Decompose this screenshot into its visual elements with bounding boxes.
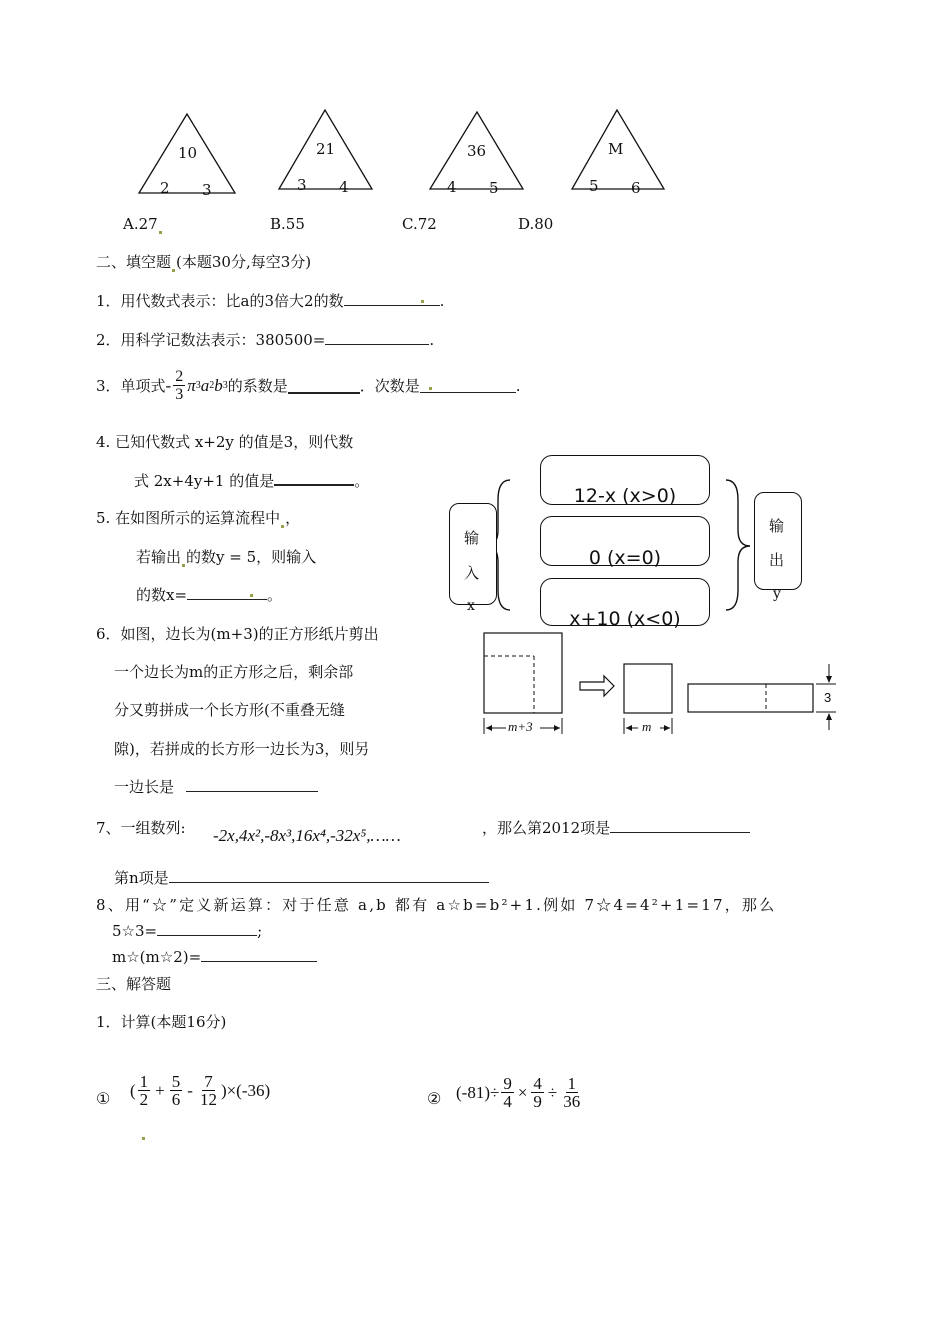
section-3-title: 三、解答题: [96, 975, 172, 993]
question-8-line-3: m☆(m☆2)=: [112, 947, 317, 967]
answer-blank-7a[interactable]: [610, 818, 750, 833]
triangle-4-left: 5: [589, 177, 599, 195]
flow-input-char-2: 入: [464, 564, 480, 582]
section-2-title: 二、填空题 (本题30分,每空3分): [96, 253, 312, 271]
flow-output-var: y: [773, 586, 781, 602]
triangle-2-left: 3: [297, 176, 307, 194]
calc-2-label: ②: [427, 1089, 442, 1108]
answer-blank-4[interactable]: [274, 470, 354, 486]
question-1: 1．用代数式表示：比a的3倍大2的数 .: [96, 292, 445, 310]
triangle-3-left: 4: [447, 178, 457, 196]
triangle-4-right: 6: [631, 179, 641, 197]
choice-d: D.80: [518, 215, 554, 233]
triangle-2-right: 4: [339, 178, 349, 196]
triangle-1-right: 3: [202, 181, 212, 199]
question-7-sequence: -2x,4x²,-8x³,16x⁴,-32x⁵,……: [213, 826, 401, 845]
question-7-line-2: 第n项是: [114, 868, 489, 888]
flow-case-2: 0 (x=0): [588, 547, 662, 569]
fig6-label-big: m+3: [508, 719, 533, 734]
question-4-line-2: 式 2x+4y+1 的值是 。: [134, 472, 370, 490]
calc-title: 1．计算(本题16分): [96, 1013, 227, 1031]
question-6-line-1: 6．如图，边长为(m+3)的正方形纸片剪出: [96, 625, 379, 643]
answer-blank-3b[interactable]: [420, 378, 516, 393]
flow-case-3: x+10 (x<0): [569, 608, 681, 630]
question-5-line-3: 的数x= 。: [136, 586, 283, 604]
monomial: - $\frac{2}{3}$ π 3 a 2 b 3: [165, 368, 228, 403]
triangle-3-right: 5: [489, 179, 499, 197]
square-cut-figure: [478, 630, 848, 742]
question-6-line-3: 分又剪拼成一个长方形(不重叠无缝: [114, 701, 345, 719]
choice-b: B.55: [270, 215, 305, 233]
mark-dot: [142, 1137, 145, 1140]
triangle-3-top: 36: [467, 142, 487, 160]
triangle-figures: [0, 0, 950, 210]
question-6-line-4: 隙)，若拼成的长方形一边长为3，则另: [114, 740, 370, 758]
triangle-2-top: 21: [316, 140, 336, 158]
flow-input-char-1: 输: [464, 529, 480, 547]
flow-output-box: [754, 492, 802, 590]
flow-input-var: x: [467, 598, 475, 614]
question-5-line-1: 5. 在如图所示的运算流程中 ，: [96, 509, 301, 527]
flow-output-char-1: 输: [769, 517, 785, 535]
calc-1-expression: ( $\frac{1}{2}$ + $\frac{5}{6}$ - $\frac{7}{12}$ )×(-36): [130, 1072, 271, 1109]
question-7-mid: ，那么第2012项是: [482, 818, 750, 838]
flow-input-box: [449, 503, 497, 605]
question-7-prefix: 7、一组数列:: [96, 819, 186, 837]
answer-blank-8a[interactable]: [157, 921, 257, 936]
calc-2-expression: (-81)÷ $\frac{9}{4}$ × $\frac{4}{9}$ ÷ $\frac{1}{36}$: [456, 1074, 581, 1111]
answer-blank-3a[interactable]: [288, 378, 360, 394]
question-6-line-5: 一边长是: [114, 777, 318, 797]
answer-blank-5[interactable]: [187, 585, 267, 600]
triangle-1-left: 2: [160, 179, 170, 197]
answer-blank-8b[interactable]: [201, 947, 317, 962]
triangle-4-top: M: [608, 140, 624, 158]
fig6-label-small: m: [642, 719, 652, 734]
question-2: 2．用科学记数法表示：380500= .: [96, 331, 435, 349]
answer-blank-2[interactable]: [325, 330, 429, 345]
flow-case-1: 12-x (x>0): [573, 485, 677, 507]
flow-output-char-2: 出: [769, 551, 785, 569]
question-5-line-2: 若输出 的数y = 5，则输入: [136, 548, 317, 566]
question-8-line-2: 5☆3= ;: [112, 922, 263, 940]
calc-1-label: ①: [96, 1089, 111, 1108]
question-4-line-1: 4. 已知代数式 x+2y 的值是3，则代数: [96, 433, 354, 451]
question-3: 3．单项式 - $\frac{2}{3}$ π 3 a 2 b 3 的系数是 ．次数是 .: [96, 368, 521, 403]
answer-blank-6[interactable]: [186, 777, 318, 792]
choice-c: C.72: [402, 215, 437, 233]
fig6-label-side: 3: [824, 690, 832, 705]
question-8-line-1: 8、用“☆”定义新运算：对于任意 a,b 都有 a☆b=b²+1.例如 7☆4=4²+1=17，那么: [96, 896, 777, 914]
answer-blank-1[interactable]: [344, 291, 440, 306]
question-6-line-2: 一个边长为m的正方形之后，剩余部: [114, 663, 354, 681]
choice-a: A.27: [123, 214, 163, 234]
answer-blank-7b[interactable]: [169, 868, 489, 883]
triangle-1-top: 10: [178, 144, 198, 162]
